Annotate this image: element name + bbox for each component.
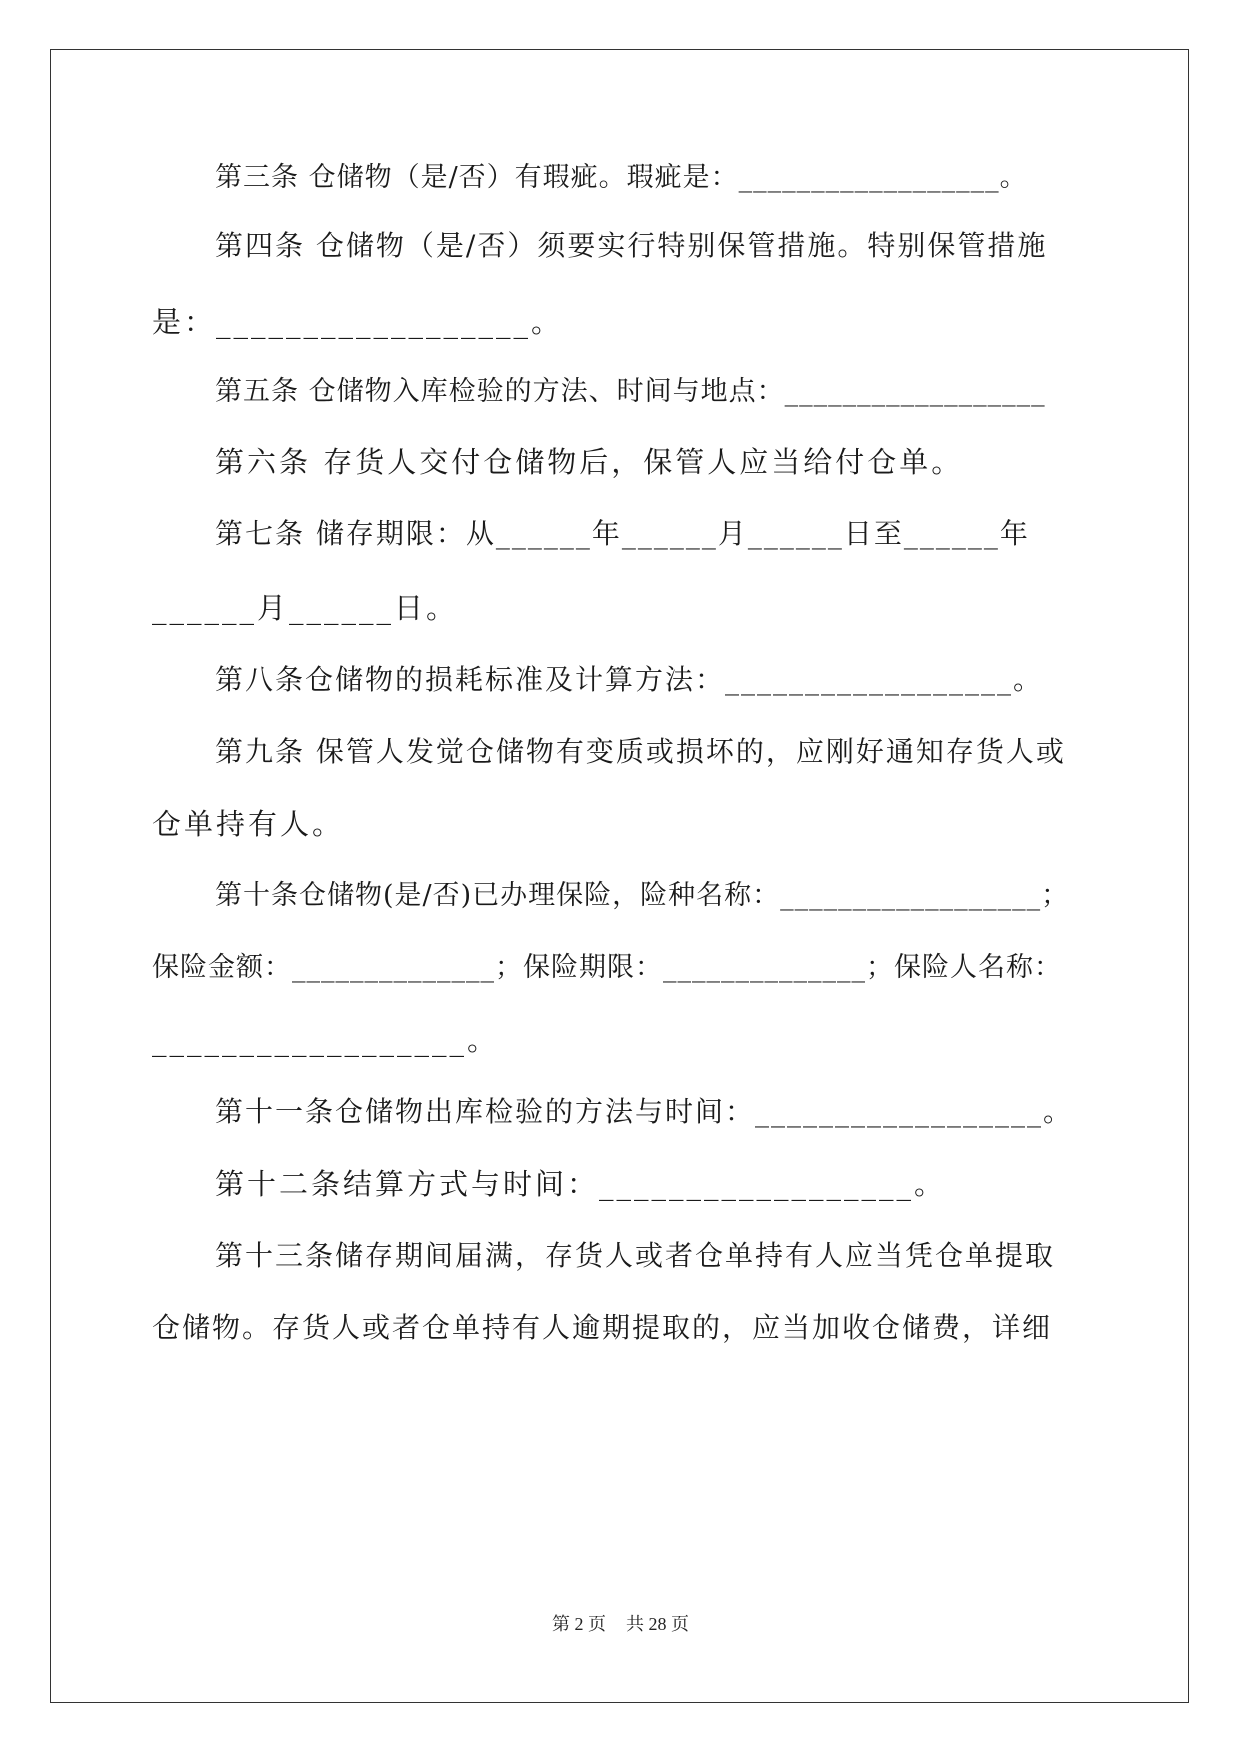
article-10-line-3: __________________。 [152, 1023, 500, 1057]
article-12-line: 第十二条结算方式与时间：__________________。 [215, 1167, 947, 1201]
article-11-line: 第十一条仓储物出库检验的方法与时间：__________________。 [215, 1095, 1074, 1128]
page-number: 第 2 页 [552, 1614, 606, 1634]
article-7-line-2: ______月______日。 [152, 591, 459, 625]
article-3-line: 第三条 仓储物（是/否）有瑕疵。瑕疵是：__________________。 [215, 162, 1028, 193]
article-10-line-2: 保险金额：______________；保险期限：______________；保险人名称： [152, 952, 1062, 983]
article-5-line: 第五条 仓储物入库检验的方法、时间与地点：__________________ [215, 376, 1046, 407]
article-6-line: 第六条 存货人交付仓储物后，保管人应当给付仓单。 [215, 445, 964, 479]
page-total: 共 28 页 [626, 1614, 689, 1634]
article-9-line-2: 仓单持有人。 [152, 807, 345, 841]
article-10-line-1: 第十条仓储物(是/否)已办理保险，险种名称：__________________； [215, 880, 1070, 911]
article-9-line-1: 第九条 保管人发觉仓储物有变质或损坏的，应刚好通知存货人或 [215, 735, 1066, 768]
article-7-line-1: 第七条 储存期限：从______年______月______日至______年 [215, 517, 1030, 550]
article-8-line: 第八条仓储物的损耗标准及计算方法：__________________。 [215, 663, 1044, 696]
article-4-line-2: 是：__________________。 [152, 305, 564, 339]
article-4-line-1: 第四条 仓储物（是/否）须要实行特别保管措施。特别保管措施 [215, 229, 1048, 262]
page-footer [0, 1612, 1241, 1636]
article-13-line-1: 第十三条储存期间届满，存货人或者仓单持有人应当凭仓单提取 [215, 1239, 1056, 1272]
article-13-line-2: 仓储物。存货人或者仓单持有人逾期提取的，应当加收仓储费，详细 [152, 1311, 1053, 1344]
